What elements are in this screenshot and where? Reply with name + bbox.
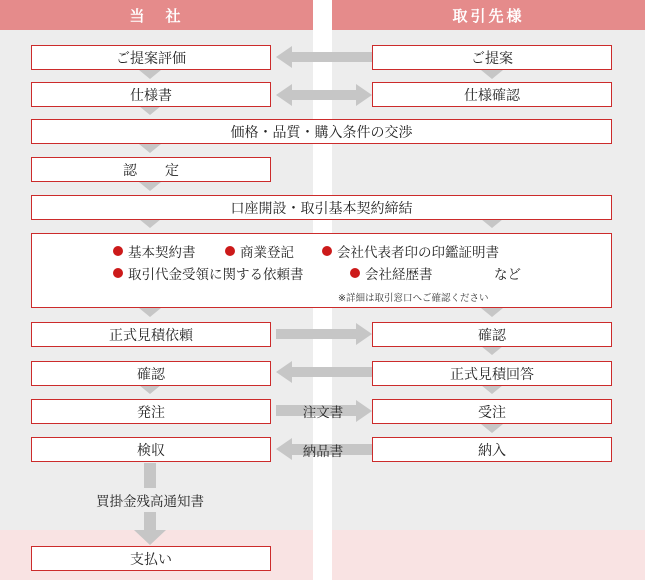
step-proposal: ご提案 [372,45,612,70]
bullet-icon [113,268,123,278]
double-arrow [276,84,372,106]
document-item: 会社経歴書 [350,263,433,283]
step-inspection: 検収 [31,437,271,462]
down-arrow [139,144,161,153]
left-arrow [276,46,372,68]
step-formal-quote-answer: 正式見積回答 [372,361,612,386]
right-arrow [276,323,372,345]
step-payment: 支払い [31,546,271,571]
bullet-icon [225,246,235,256]
down-arrow [481,70,503,79]
document-item: 会社代表者印の印鑑証明書 [322,241,499,261]
step-spec-document: 仕様書 [31,82,271,107]
document-item: 商業登記 [225,241,294,261]
down-arrow [139,308,161,317]
step-delivery: 納入 [372,437,612,462]
down-arrow [139,182,161,191]
label-balance-notice: 買掛金残高通知書 [70,488,230,512]
down-arrow [139,70,161,79]
label-order-sheet: 注文書 [302,405,344,421]
step-order: 発注 [31,399,271,424]
left-arrow [276,361,372,383]
step-receive-order: 受注 [372,399,612,424]
bullet-icon [322,246,332,256]
step-confirm-right: 確認 [372,322,612,347]
label-delivery-slip: 納品書 [302,444,344,460]
down-arrow [481,346,503,355]
step-confirm-left: 確認 [31,361,271,386]
down-arrow [481,385,503,394]
bullet-icon [350,268,360,278]
down-arrow [481,424,503,433]
step-account-opening: 口座開設・取引基本契約締結 [31,195,612,220]
header-our-company: 当 社 [0,0,313,30]
step-formal-quote-request: 正式見積依頼 [31,322,271,347]
down-arrow [139,385,161,394]
document-item: 基本契約書 [113,241,196,261]
bullet-icon [113,246,123,256]
header-business-partner: 取引先様 [332,0,645,30]
document-etc: など [494,267,521,283]
step-proposal-evaluation: ご提案評価 [31,45,271,70]
down-arrow [139,106,161,115]
step-certification: 認定 [31,157,271,182]
down-arrow [481,219,503,228]
documents-note: ※詳細は取引窓口へご確認ください [338,293,489,304]
down-arrow [481,308,503,317]
down-arrow [139,219,161,228]
step-spec-confirm: 仕様確認 [372,82,612,107]
step-negotiation: 価格・品質・購入条件の交渉 [31,119,612,144]
document-item: 取引代金受領に関する依頼書 [113,263,304,283]
